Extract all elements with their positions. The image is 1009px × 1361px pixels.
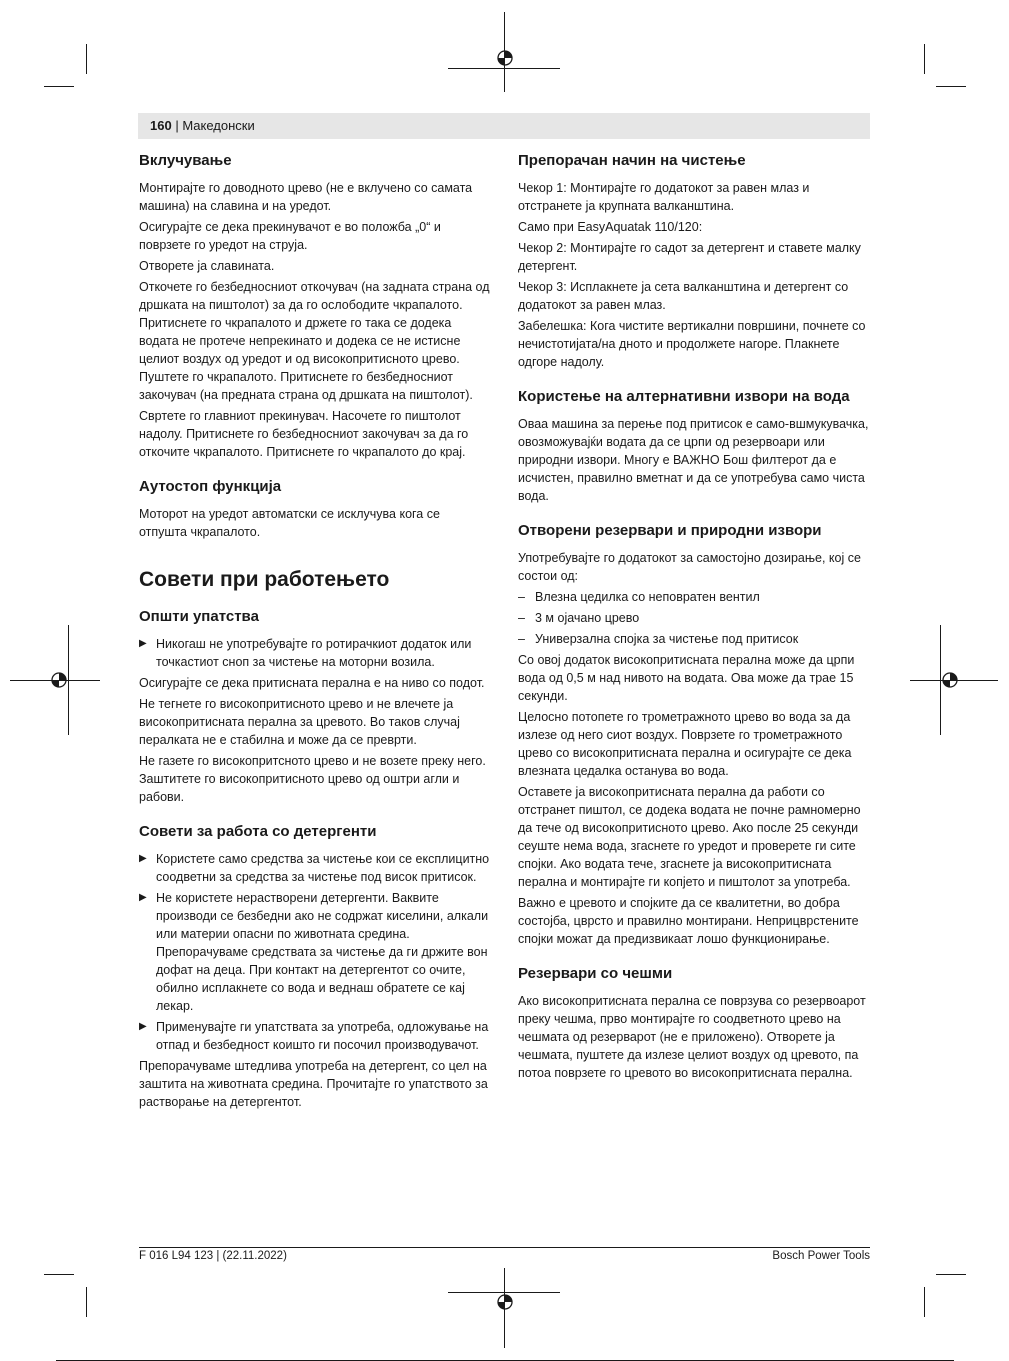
paragraph: Чекор 3: Исплакнете ја сета валканштина и детергент со додатокот за равен млаз. bbox=[518, 280, 849, 312]
footer-doc-code: F 016 L94 123 | (22.11.2022) bbox=[139, 1250, 287, 1262]
right-column bbox=[518, 152, 870, 1085]
paragraph: Чекор 1: Монтирајте го додатокот за равен млаз и отстранете ја крупната валканштина. bbox=[518, 181, 810, 213]
crop-mark bbox=[924, 44, 925, 74]
paragraph: Не тегнете го високопритисното црево и не влечете ја високопритисната перална за цревото. Во таков случај пералката не е стабилна и може да се преврти. bbox=[139, 697, 460, 747]
bullet-list bbox=[139, 635, 491, 671]
triangle-bullet-icon: ▶ bbox=[139, 853, 147, 864]
paragraph: Со овој додаток високопритисната перална може да црпи вода од 0,5 м над нивото на водата. Ова може да трае 15 секунди. bbox=[518, 653, 855, 703]
paragraph: Осигурајте се дека прекинувачот е во положба „0“ и поврзете го уредот на струја. bbox=[139, 220, 441, 252]
paragraph: Ако високопритисната перална се поврзува со резервоарот преку чешма, прво монтирајте го соодветното црево на чешмата од резерварот (не е приложено). Отворете ја чешмата, пуштете да излезе целиот воздух од цревото, па потоа поврзете го цревото во високопритисната перална. bbox=[518, 994, 866, 1080]
crop-mark bbox=[68, 625, 69, 735]
chapter-title: Совети при работењето bbox=[139, 568, 390, 591]
list-item: ▶ Применувајте ги упатствата за употреба, одложување на отпад и безбедност коишто ги посочил производувачот. bbox=[139, 1020, 489, 1052]
paragraph: Забелешка: Кога чистите вертикални површини, почнете со нечистотијата/на дното и продолжете нагоре. Плакнете одгоре надолу. bbox=[518, 319, 866, 369]
paragraph: Оставете ја високопритисната перална да работи со отстранет пиштол, се додека водата не почне рамномерно да тече од високопритисното црево. Ако после 25 секунди сеуште нема вода, згаснете го уредот и проверете ги сите спојки. Ако водата тече, згаснете ја високопритисната перална и монтирајте ги копјето и пиштолот за употреба. bbox=[518, 785, 861, 889]
bullet-list bbox=[139, 850, 491, 1054]
registration-target-icon bbox=[496, 1293, 514, 1311]
triangle-bullet-icon: ▶ bbox=[139, 638, 147, 649]
paragraph: Отворете ја славината. bbox=[139, 259, 275, 273]
paragraph: Моторот на уредот автоматски се исклучува кога се отпушта чкрапалото. bbox=[139, 507, 440, 539]
list-item: ▶ Никогаш не употребувајте го ротирачкиот додаток или точкастиот сноп за чистење на моторни возила. bbox=[139, 637, 472, 669]
footer-brand: Bosch Power Tools bbox=[772, 1250, 870, 1262]
paragraph: Не газете го високопритсното црево и не возете преку него. Заштитете го високопритисното црево од оштри агли и рабови. bbox=[139, 754, 486, 804]
dash-bullet-icon: – bbox=[518, 611, 525, 625]
crop-mark bbox=[86, 44, 87, 74]
section-heading: Вклучување bbox=[139, 152, 232, 169]
paragraph: Чекор 2: Монтирајте го садот за детергент и ставете малку детергент. bbox=[518, 241, 861, 273]
crop-mark bbox=[936, 86, 966, 87]
paragraph: Препорачуваме штедлива употреба на детергент, со цел на заштита на животната средина. Прочитајте го упатството за растворање на детергентот. bbox=[139, 1059, 488, 1109]
dash-bullet-icon: – bbox=[518, 632, 525, 646]
paragraph: Важно е цревото и спојките да се квалитетни, во добра состојба, цврсто и правилно монтирани. Неприцврстените спојки можат да предизвикаат лошо функционирање. bbox=[518, 896, 859, 946]
crop-mark bbox=[44, 86, 74, 87]
paragraph: Свртете го главниот прекинувач. Насочете го пиштолот надолу. Притиснете го безбедносниот закочувач за да го откочите чкрапалото. Притиснете го чкрапалото до крај. bbox=[139, 409, 469, 459]
header-separator: | bbox=[175, 118, 183, 133]
registration-target-icon bbox=[50, 671, 68, 689]
section-heading: Совети за работа со детергенти bbox=[139, 823, 377, 840]
list-item: – Универзална спојка за чистење под притисок bbox=[518, 632, 799, 646]
section-heading: Општи упатства bbox=[139, 608, 259, 625]
crop-mark bbox=[936, 1274, 966, 1275]
paragraph: Оваа машина за перење под притисок е само-вшмукувачка, овозможувајќи водата да се црпи од резервоари или природни извори. Многу е ВАЖНО Бош филтерот да е исчистен, правилно вметнат и да се употребува само чиста вода. bbox=[518, 417, 869, 503]
paragraph: Употребувајте го додатокот за самостојно дозирање, кој се состои од: bbox=[518, 551, 861, 583]
section-heading: Препорачан начин на чистење bbox=[518, 152, 746, 169]
triangle-bullet-icon: ▶ bbox=[139, 892, 147, 903]
section-heading: Отворени резервари и природни извори bbox=[518, 522, 822, 539]
footer-rule bbox=[139, 1247, 870, 1248]
list-item: ▶ Не користете нерастворени детергенти. Ваквите производи се безбедни ако не содржат киселини, алкали или материи опасни по животната средина. Препорачуваме средствата за чистење да ги држите вон дофат на деца. При контакт на детергентот со очите, обилно исплакнете со вода и веднаш обратете се кај лекар. bbox=[139, 891, 489, 1013]
dash-bullet-icon: – bbox=[518, 590, 525, 604]
section-heading: Резервари со чешми bbox=[518, 965, 673, 982]
list-item: ▶ Користете само средства за чистење кои се експлицитно соодветни за средства за чистење под висок притисок. bbox=[139, 852, 490, 884]
paragraph: Монтирајте го доводното црево (не е вклучено со самата машина) на славина и на уредот. bbox=[139, 181, 473, 213]
triangle-bullet-icon: ▶ bbox=[139, 1021, 147, 1032]
dash-list bbox=[518, 588, 870, 648]
section-heading: Аутостоп функција bbox=[139, 478, 282, 495]
header-language: Македонски bbox=[182, 118, 255, 133]
page-header bbox=[138, 113, 870, 139]
registration-target-icon bbox=[941, 671, 959, 689]
crop-mark bbox=[44, 1274, 74, 1275]
left-column bbox=[139, 152, 491, 1114]
crop-mark bbox=[924, 1287, 925, 1317]
section-heading: Користење на алтернативни извори на вода bbox=[518, 388, 850, 405]
list-item: – Влезна цедилка со неповратен вентил bbox=[518, 590, 760, 604]
paragraph: Целосно потопете го трометражното црево во вода за да излезе од него сиот воздух. Поврзете го трометражното црево со високопритисната перална и осигурајте се дека влезната цедалка останува во вода. bbox=[518, 710, 852, 778]
registration-target-icon bbox=[496, 49, 514, 67]
paragraph: Осигурајте се дека притисната перална е на ниво со подот. bbox=[139, 676, 485, 690]
paragraph: Само при EasyAquatak 110/120: bbox=[518, 220, 703, 234]
page-number: 160 bbox=[150, 118, 172, 133]
paragraph: Откочете го безбедносниот откочувач (на задната страна од дршката на пиштолот) за да го ослободите чкрапалото. Притиснете го чкрапалото и држете го така се додека водата не протече непрекинато и додека се не истисне целиот воздух од уредот и од високопритисното црево. Пуштете го чкрапалото. Притиснете го безбедносниот закочувач (на предната страна од дршката на пиштолот). bbox=[139, 280, 490, 402]
list-item: – 3 м ојачано црево bbox=[518, 611, 640, 625]
crop-mark bbox=[86, 1287, 87, 1317]
